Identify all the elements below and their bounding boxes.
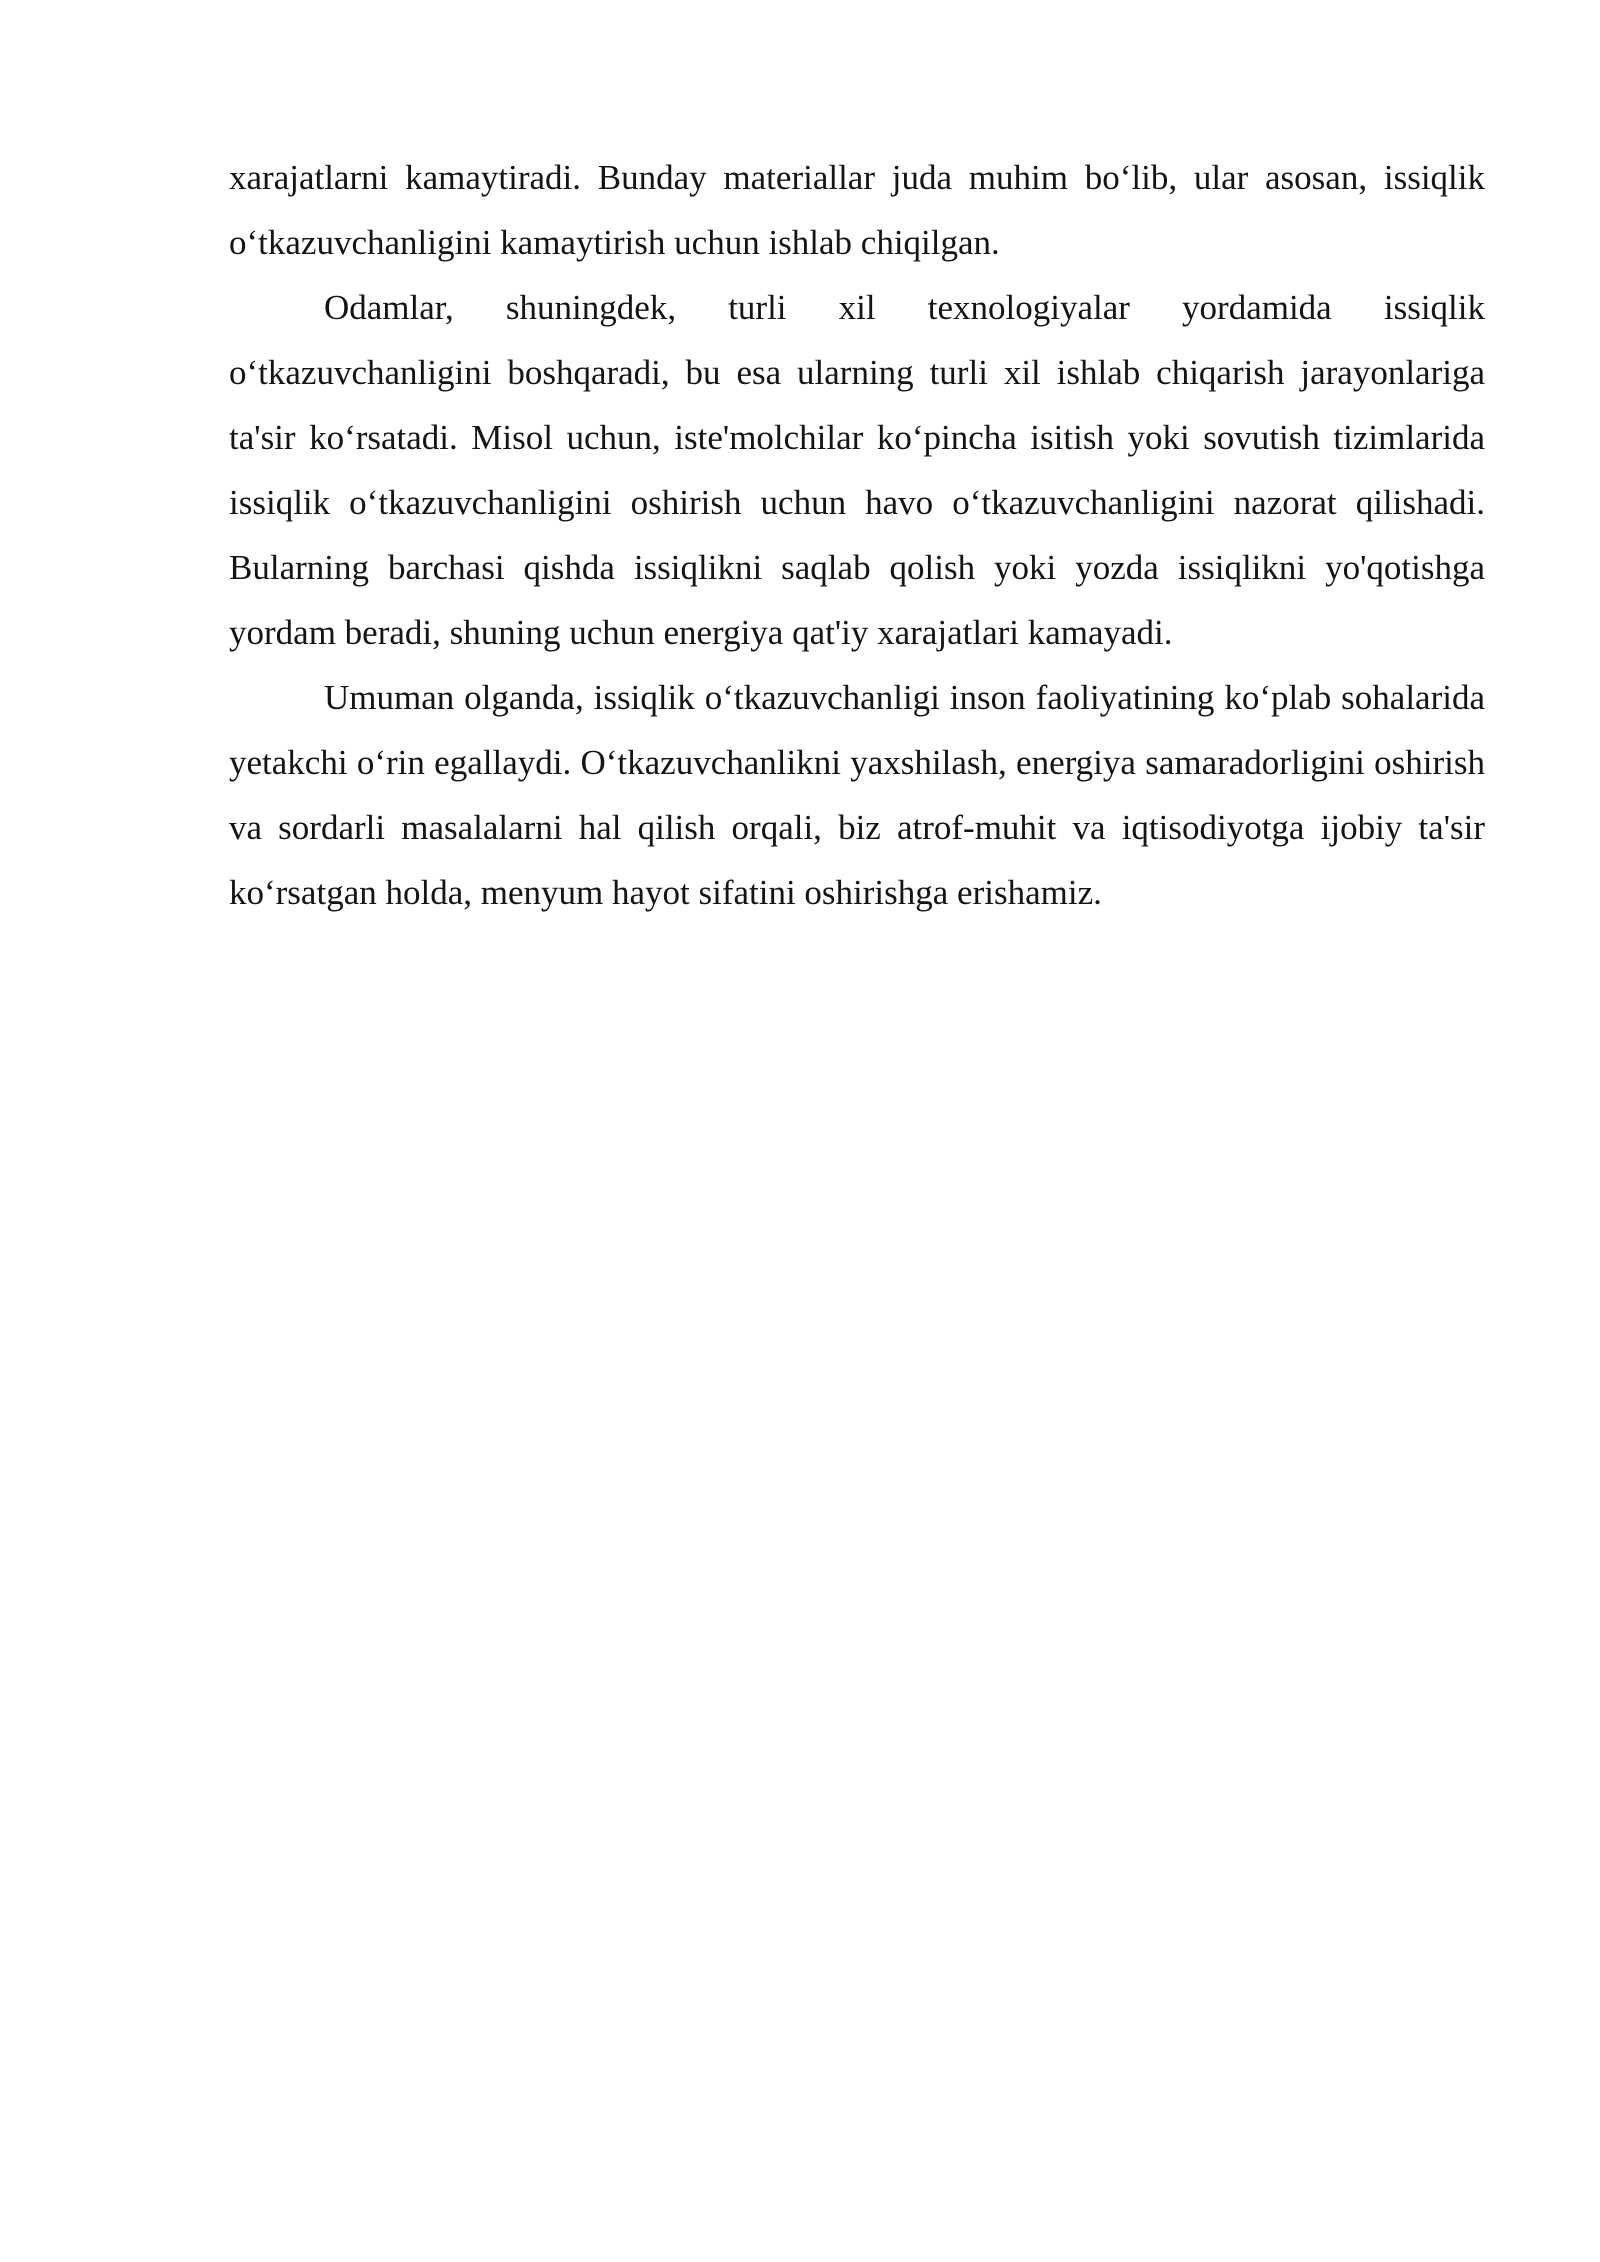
paragraph-technologies: Odamlar, shuningdek, turli xil texnologiyalar yordamida issiqlik o‘tkazuvchanligini boshqaradi, bu esa ularning turli xil ishlab chiqarish jarayonlariga ta'sir ko‘rsatadi. Misol uchun, iste'molchilar ko‘pincha isitish yoki sovutish tizimlarida issiqlik o‘tkazuvchanligini oshirish uchun havo o‘tkazuvchanligini nazorat qilishadi. Bularning barchasi qishda issiqlikni saqlab qolish yoki yozda issiqlikni yo'qotishga yordam beradi, shuning uchun energiya qat'iy xarajatlari kamayadi. bbox=[229, 288, 1485, 652]
paragraph-conclusion: Umuman olganda, issiqlik o‘tkazuvchanligi inson faoliyatining ko‘plab sohalarida yetakchi o‘rin egallaydi. O‘tkazuvchanlikni yaxshilash, energiya samaradorligini oshirish va sordarli masalalarni hal qilish orqali, biz atrof-muhit va iqtisodiyotga ijobiy ta'sir ko‘rsatgan holda, menyum hayot sifatini oshirishga erishamiz. bbox=[229, 678, 1485, 912]
paragraph-continuation: xarajatlarni kamaytiradi. Bunday materiallar juda muhim bo‘lib, ular asosan, issiqlik o‘tkazuvchanligini kamaytirish uchun ishlab chiqilgan. bbox=[229, 158, 1485, 262]
document-body bbox=[229, 145, 1485, 925]
